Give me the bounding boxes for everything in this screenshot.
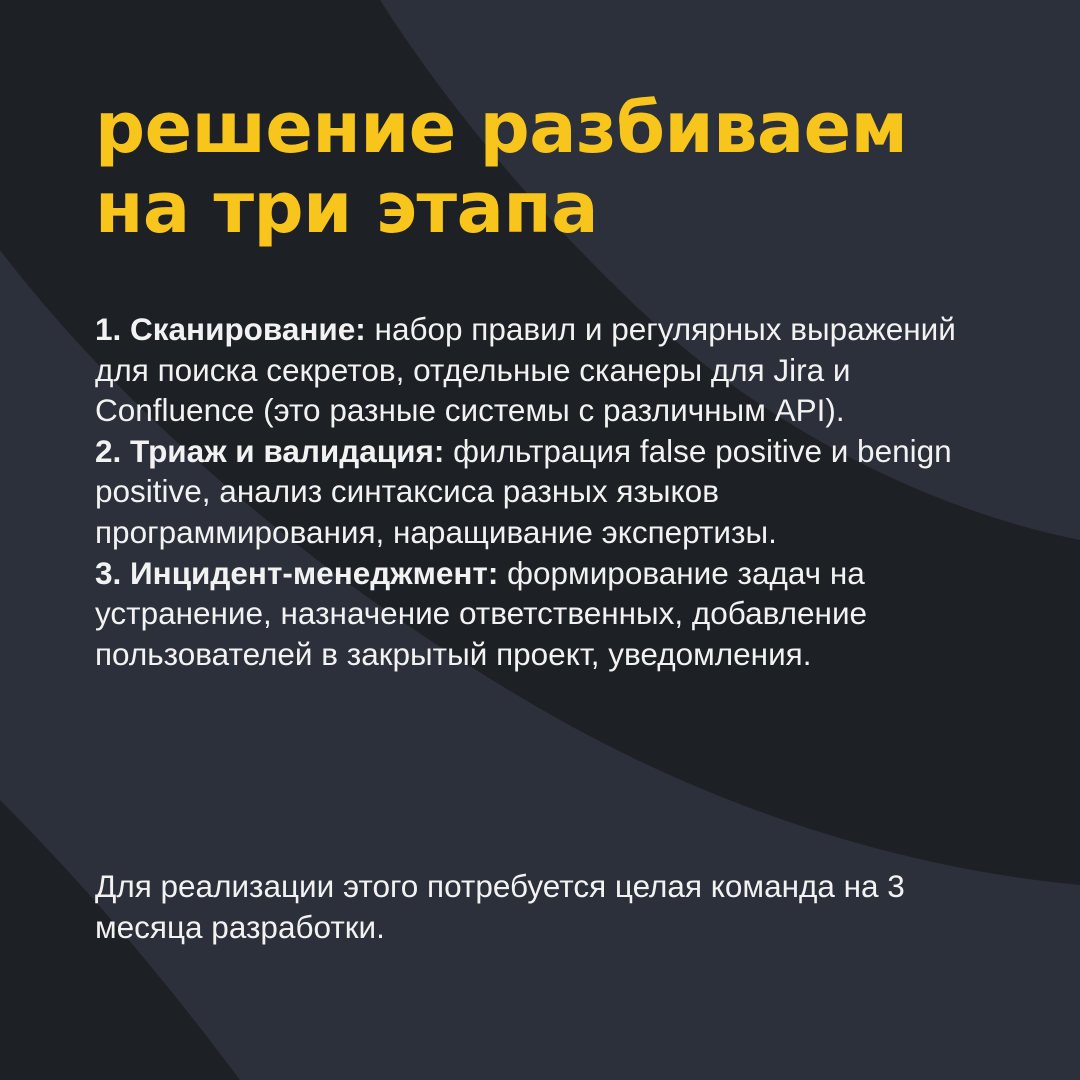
footer-note: Для реализации этого потребуется целая команда на 3 месяца разработки. — [95, 868, 905, 945]
step-heading: 1. Сканирование: — [95, 311, 366, 347]
steps-list — [95, 309, 1015, 674]
content — [95, 0, 1025, 1080]
title-line-1: решение разбиваем — [95, 87, 908, 169]
step-text: формирование задач на устранение, назначение ответственных, добавление пользователей в закрытый проект, уведомления. — [95, 554, 868, 672]
title-line-2: на три этапа — [95, 167, 598, 249]
step-text: фильтрация false positive и benign positive, анализ синтаксиса разных языков программирования, наращивание экспертизы. — [95, 432, 952, 550]
step-item — [95, 553, 1015, 675]
slide-title — [95, 88, 907, 248]
step-heading: 3. Инцидент-менеджмент: — [95, 554, 499, 591]
step-heading: 2. Триаж и валидация: — [95, 432, 445, 469]
step-item — [95, 431, 1015, 553]
step-item — [95, 309, 1015, 431]
step-text: набор правил и регулярных выражений для поиска секретов, отдельные сканеры для Jira и Confluence (это разные системы с различным API). — [95, 311, 956, 429]
